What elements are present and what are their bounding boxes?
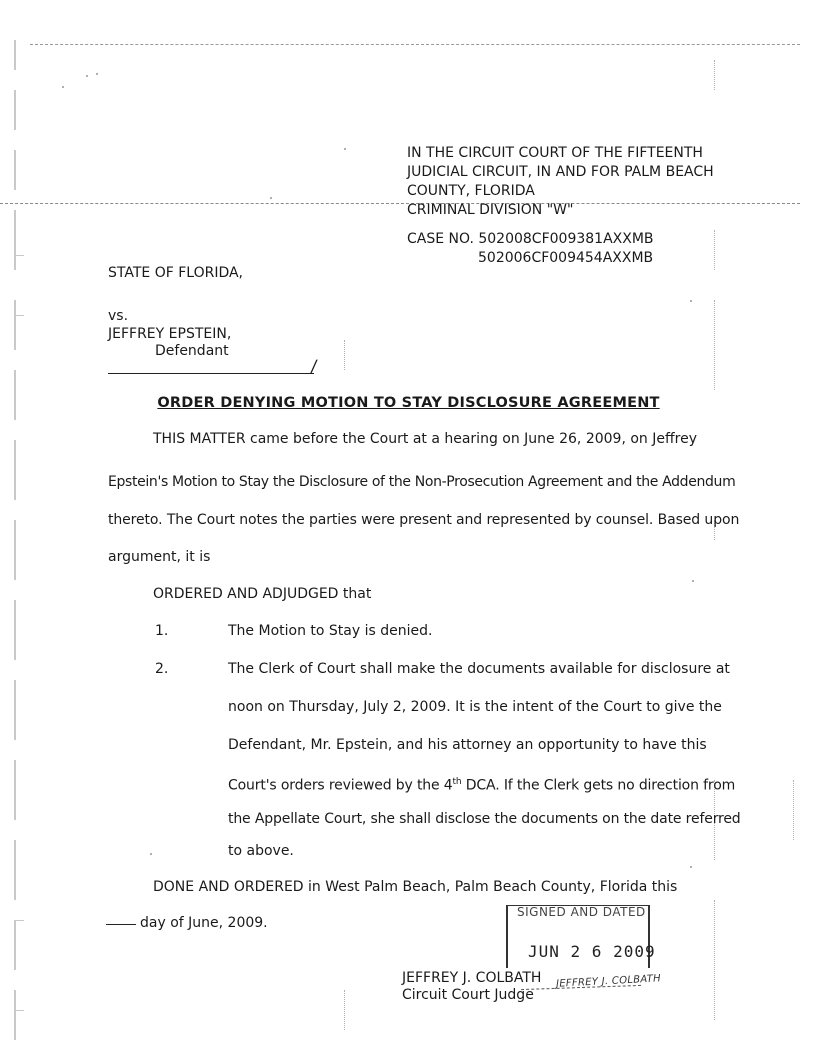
dotted-artifact (793, 780, 794, 840)
margin-mark (14, 840, 16, 900)
item-line: noon on Thursday, July 2, 2009. It is the intent of the Court to give the (228, 699, 722, 715)
case-number-2: 502006CF009454AXXMB (478, 250, 654, 266)
defendant-name: JEFFREY EPSTEIN, (108, 326, 232, 342)
speck (690, 300, 692, 302)
margin-tick (16, 920, 24, 921)
intro-line: Epstein's Motion to Stay the Disclosure of the Non-Prosecution Agreement and the Addendum (108, 474, 736, 490)
court-header-line: IN THE CIRCUIT COURT OF THE FIFTEENTH (407, 145, 703, 161)
court-header-line: COUNTY, FLORIDA (407, 183, 535, 199)
scan-dashed-line-top (30, 44, 800, 45)
dotted-artifact (344, 990, 345, 1030)
margin-mark (14, 40, 16, 70)
court-header-line: CRIMINAL DIVISION "W" (407, 202, 574, 218)
item-number: 1. (155, 623, 169, 639)
margin-tick (16, 255, 24, 256)
margin-mark (14, 440, 16, 500)
superscript-th: th (452, 777, 462, 787)
day-blank (106, 924, 136, 925)
margin-mark (14, 600, 16, 660)
day-line (106, 914, 268, 933)
caption-underline (108, 373, 314, 374)
intro-line: THIS MATTER came before the Court at a hearing on June 26, 2009, on Jeffrey (153, 431, 697, 447)
versus: vs. (108, 308, 129, 324)
case-number-block (407, 230, 654, 268)
item-line: Defendant, Mr. Epstein, and his attorney an opportunity to have this (228, 737, 707, 753)
item-line: The Motion to Stay is denied. (228, 623, 433, 639)
speck (62, 86, 64, 88)
caption-slash: / (309, 357, 319, 377)
judge-name: JEFFREY J. COLBATH (402, 970, 542, 986)
margin-mark (14, 300, 16, 350)
case-number-label: CASE NO. 502008CF009381AXXMB (407, 231, 654, 247)
margin-mark (14, 150, 16, 190)
court-header (407, 144, 714, 220)
dotted-artifact (714, 300, 715, 390)
judge-signature-block (402, 970, 541, 1004)
margin-mark (14, 210, 16, 270)
dotted-artifact (714, 230, 715, 270)
intro-line: argument, it is (108, 549, 211, 565)
item-number: 2. (155, 661, 169, 677)
margin-mark (14, 90, 16, 130)
court-header-line: JUDICIAL CIRCUIT, IN AND FOR PALM BEACH (407, 164, 714, 180)
intro-line: thereto. The Court notes the parties were present and represented by counsel. Based upon (108, 512, 740, 528)
margin-mark (14, 920, 16, 970)
dotted-artifact (344, 340, 345, 370)
item-line: Court's orders reviewed by the 4th DCA. If the Clerk gets no direction from (228, 777, 736, 794)
margin-tick (16, 315, 24, 316)
stamp-label: SIGNED AND DATED (517, 905, 646, 919)
ordered-line: ORDERED AND ADJUDGED that (153, 586, 372, 602)
margin-tick (16, 1010, 24, 1011)
defendant-role: Defendant (155, 343, 229, 359)
done-line: DONE AND ORDERED in West Palm Beach, Palm Beach County, Florida this (153, 879, 678, 895)
margin-mark (14, 680, 16, 740)
margin-mark (14, 990, 16, 1040)
order-title: ORDER DENYING MOTION TO STAY DISCLOSURE AGREEMENT (157, 395, 660, 411)
speck (96, 73, 98, 75)
speck (344, 148, 346, 150)
speck (150, 853, 152, 855)
judge-title: Circuit Court Judge (402, 987, 534, 1003)
speck (692, 580, 694, 582)
speck (690, 866, 692, 868)
item-line: The Clerk of Court shall make the documents available for disclosure at (228, 661, 730, 677)
item-line: the Appellate Court, she shall disclose the documents on the date referred (228, 811, 741, 827)
stamp-name: JEFFREY J. COLBATH (555, 973, 662, 990)
speck (270, 197, 272, 199)
margin-mark (14, 760, 16, 820)
dotted-artifact (714, 60, 715, 90)
item-line: to above. (228, 843, 294, 859)
margin-mark (14, 520, 16, 580)
stamp-date: JUN 2 6 2009 (528, 942, 656, 961)
speck (86, 75, 88, 77)
plaintiff: STATE OF FLORIDA, (108, 265, 244, 281)
day-text: day of June, 2009. (140, 915, 268, 931)
dotted-artifact (714, 900, 715, 1020)
